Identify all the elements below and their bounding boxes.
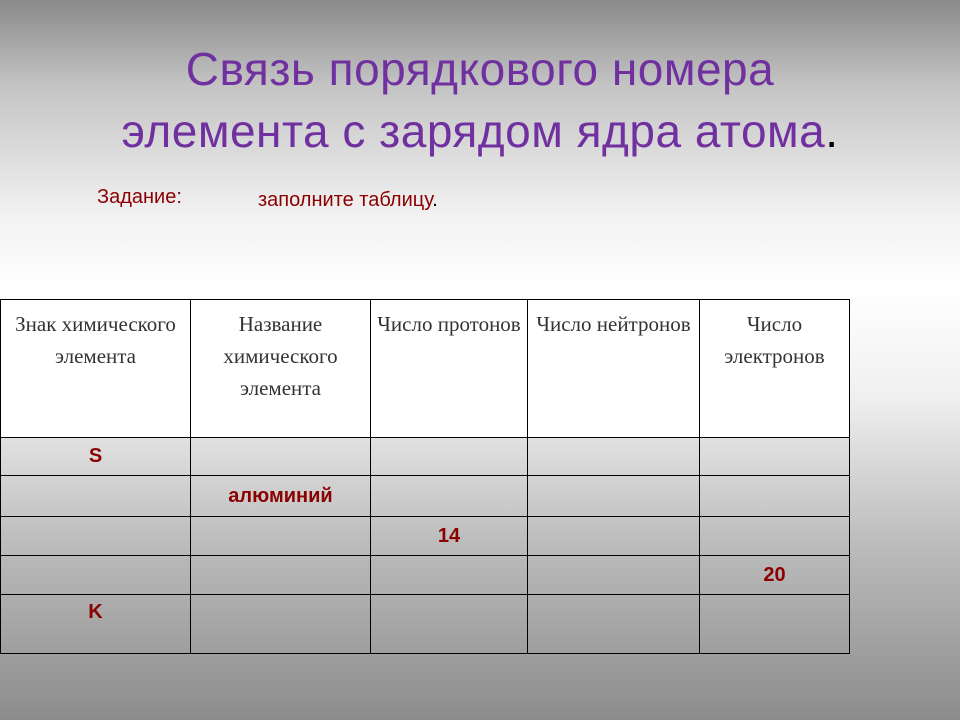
- title-line-2: [0, 100, 960, 162]
- table-cell[interactable]: [191, 595, 371, 654]
- header-name: Название химического элемента: [191, 300, 371, 438]
- table-cell[interactable]: [700, 517, 850, 556]
- table-cell[interactable]: [528, 556, 700, 595]
- elements-table: [0, 299, 850, 654]
- table-cell[interactable]: [191, 438, 371, 476]
- table-cell[interactable]: K: [1, 595, 191, 654]
- table-cell[interactable]: [191, 517, 371, 556]
- title-line-2-text: элемента с зарядом ядра атома: [121, 105, 826, 157]
- table-cell[interactable]: [528, 438, 700, 476]
- table-cell[interactable]: [191, 556, 371, 595]
- table-cell[interactable]: S: [1, 438, 191, 476]
- table-row: [1, 438, 850, 476]
- table-cell[interactable]: [528, 476, 700, 517]
- task-instruction: [258, 189, 438, 212]
- table-row: [1, 476, 850, 517]
- header-symbol: Знак химического элемента: [1, 300, 191, 438]
- title-line-1: Связь порядкового номера: [185, 43, 775, 95]
- title-end-punct: .: [825, 105, 839, 157]
- table-cell[interactable]: [1, 476, 191, 517]
- table-cell[interactable]: [700, 595, 850, 654]
- table-cell[interactable]: [371, 438, 528, 476]
- task-instruction-text: заполните таблицу: [258, 189, 433, 211]
- table-cell[interactable]: алюминий: [191, 476, 371, 517]
- table-row: [1, 595, 850, 654]
- table-cell[interactable]: 20: [700, 556, 850, 595]
- table-cell[interactable]: [700, 476, 850, 517]
- table-cell[interactable]: 14: [371, 517, 528, 556]
- table-cell[interactable]: [1, 556, 191, 595]
- header-electrons: Число электронов: [700, 300, 850, 438]
- table-cell[interactable]: [371, 595, 528, 654]
- task-label: Задание:: [97, 186, 182, 208]
- table-cell[interactable]: [700, 438, 850, 476]
- header-protons: Число протонов: [371, 300, 528, 438]
- table-cell[interactable]: [528, 517, 700, 556]
- table-cell[interactable]: [371, 476, 528, 517]
- slide-title: [0, 38, 960, 162]
- header-neutrons: Число нейтронов: [528, 300, 700, 438]
- table-row: [1, 556, 850, 595]
- table-cell[interactable]: [528, 595, 700, 654]
- table-cell[interactable]: [1, 517, 191, 556]
- table-header-row: [1, 300, 850, 438]
- task-period: .: [432, 189, 438, 211]
- table-row: [1, 517, 850, 556]
- table-cell[interactable]: [371, 556, 528, 595]
